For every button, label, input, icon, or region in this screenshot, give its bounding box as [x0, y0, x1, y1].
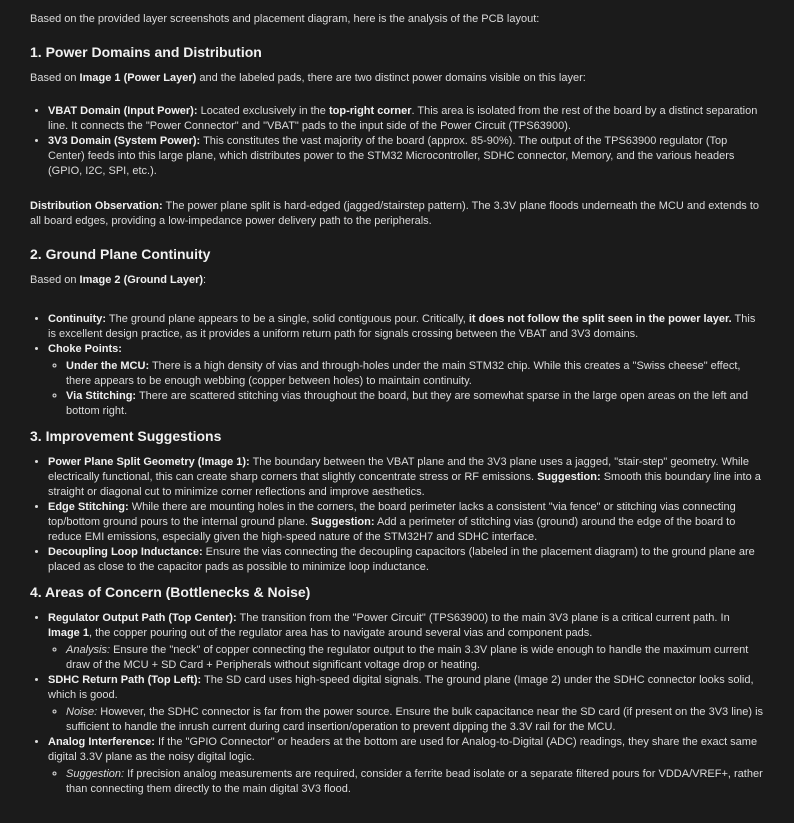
- section-3-list: [30, 455, 764, 575]
- section-4-list: [30, 611, 764, 797]
- list-item: ◦ Noise: However, the SDHC connector is far from the power source. Ensure the bulk capacitance near the SD card (if present on the 3V3 line) is sufficient to handle the inrush current during card insertion/operation to prevent dipping the 3.3V rail for the MCU.: [66, 705, 764, 735]
- list-item: • SDHC Return Path (Top Left): The SD card uses high-speed digital signals. The ground plane (Image 2) under the SDHC connector looks solid, which is good. ◦ Noise: However, the SDHC connector is far from the power source. Ensure the bulk capacitance near the SD card (if present on the 3V3 line) is sufficient to handle the inrush current during card insertion/operation to prevent dipping the 3.3V rail for the MCU.: [48, 673, 764, 735]
- section-3-heading: 3. Improvement Suggestions: [30, 428, 222, 444]
- section-4-heading: 4. Areas of Concern (Bottlenecks & Noise): [30, 584, 311, 600]
- list-item: • Regulator Output Path (Top Center): The transition from the "Power Circuit" (TPS63900) to the main 3V3 plane is a critical current path. In Image 1, the copper pouring out of the regulator area has to navigate around several vias and component pads. ◦ Analysis: Ensure the "neck" of copper connecting the regulator output to the main 3.3V plane is wide enough to handle the maximum current draw of the MCU + SD Card + Peripherals without significant voltage drop or heating.: [48, 611, 764, 673]
- list-item: • Edge Stitching: While there are mounting holes in the corners, the board perimeter lacks a consistent "via fence" or stitching vias connecting top/bottom ground pours to the internal ground plane. Suggestion: Add a perimeter of stitching vias (ground) around the edge of the board to reduce EMI emissions, especially given the high-speed nature of the STM32H7 and SDHC interface.: [48, 500, 764, 545]
- list-item: • Analog Interference: If the "GPIO Connector" or headers at the bottom are used for Analog-to-Digital (ADC) readings, they share the exact same digital 3.3V plane as the noisy digital logic. ◦ Suggestion: If precision analog measurements are required, consider a ferrite bead isolate or a separate filtered pours for VDDA/VREF+, rather than connecting them directly to the main digital 3V3 flood.: [48, 735, 764, 797]
- list-item: ◦ Via Stitching: There are scattered stitching vias throughout the board, but they are somewhat sparse in the large open areas on the left and bottom right.: [66, 389, 764, 419]
- section-2-heading: 2. Ground Plane Continuity: [30, 246, 211, 262]
- sublist: [48, 643, 764, 673]
- list-item: • 3V3 Domain (System Power): This constitutes the vast majority of the board (approx. 85-90%). The output of the TPS63900 regulator (Top Center) feeds into this large plane, which distributes power to the STM32 Microcontroller, SDHC connector, Memory, and the various headers (GPIO, I2C, SPI, etc.).: [48, 134, 764, 179]
- list-item: ◦ Suggestion: If precision analog measurements are required, consider a ferrite bead isolate or a separate filtered pours for VDDA/VREF+, rather than connecting them directly to the main digital 3V3 flood.: [66, 767, 764, 797]
- list-item: ◦ Analysis: Ensure the "neck" of copper connecting the regulator output to the main 3.3V plane is wide enough to handle the maximum current draw of the MCU + SD Card + Peripherals without significant voltage drop or heating.: [66, 643, 764, 673]
- sublist: [48, 705, 764, 735]
- sublist: [48, 767, 764, 797]
- section-2-lead: Based on Image 2 (Ground Layer):: [30, 274, 207, 286]
- section-1-heading: 1. Power Domains and Distribution: [30, 44, 262, 60]
- intro-text: Based on the provided layer screenshots and placement diagram, here is the analysis of the PCB layout:: [30, 13, 540, 25]
- list-item: • VBAT Domain (Input Power): Located exclusively in the top-right corner. This area is isolated from the rest of the board by a distinct separation line. It connects the "Power Connector" and "VBAT" pads to the input side of the Power Circuit (TPS63900).: [48, 104, 764, 134]
- choke-points-sublist: [48, 359, 764, 419]
- list-item: • Choke Points: ◦ Under the MCU: There is a high density of vias and through-holes under the main STM32 chip. While this creates a "Swiss cheese" effect, there appears to be enough webbing (copper between holes) to maintain continuity. ◦ Via Stitching: There are scattered stitching vias throughout the board, but they are somewhat sparse in the large open areas on the left and bottom right.: [48, 342, 764, 419]
- section-1-lead: Based on Image 1 (Power Layer) and the labeled pads, there are two distinct power domains visible on this layer:: [30, 72, 586, 84]
- distribution-observation: Distribution Observation: The power plane split is hard-edged (jagged/stairstep pattern). The 3.3V plane floods underneath the MCU and extends to all board edges, providing a low-impedance power delivery path to the peripherals.: [30, 200, 760, 227]
- list-item: • Decoupling Loop Inductance: Ensure the vias connecting the decoupling capacitors (labeled in the placement diagram) to the ground plane are placed as close to the capacitor pads as possible to minimize loop inductance.: [48, 545, 764, 575]
- section-2-list: [30, 312, 764, 419]
- list-item: • Power Plane Split Geometry (Image 1): The boundary between the VBAT plane and the 3V3 plane uses a jagged, "stair-step" geometry. While electrically functional, this can create sharp corners that slightly concentrate stress or RF emissions. Suggestion: Smooth this boundary line into a straight or diagonal cut to minimize corner reflections and improve aesthetics.: [48, 455, 764, 500]
- section-1-list: [30, 104, 764, 179]
- list-item: ◦ Under the MCU: There is a high density of vias and through-holes under the main STM32 chip. While this creates a "Swiss cheese" effect, there appears to be enough webbing (copper between holes) to maintain continuity.: [66, 359, 764, 389]
- list-item: • Continuity: The ground plane appears to be a single, solid contiguous pour. Critically, it does not follow the split seen in the power layer. This is excellent design practice, as it provides a uniform return path for signals crossing between the VBAT and 3V3 domains.: [48, 312, 764, 342]
